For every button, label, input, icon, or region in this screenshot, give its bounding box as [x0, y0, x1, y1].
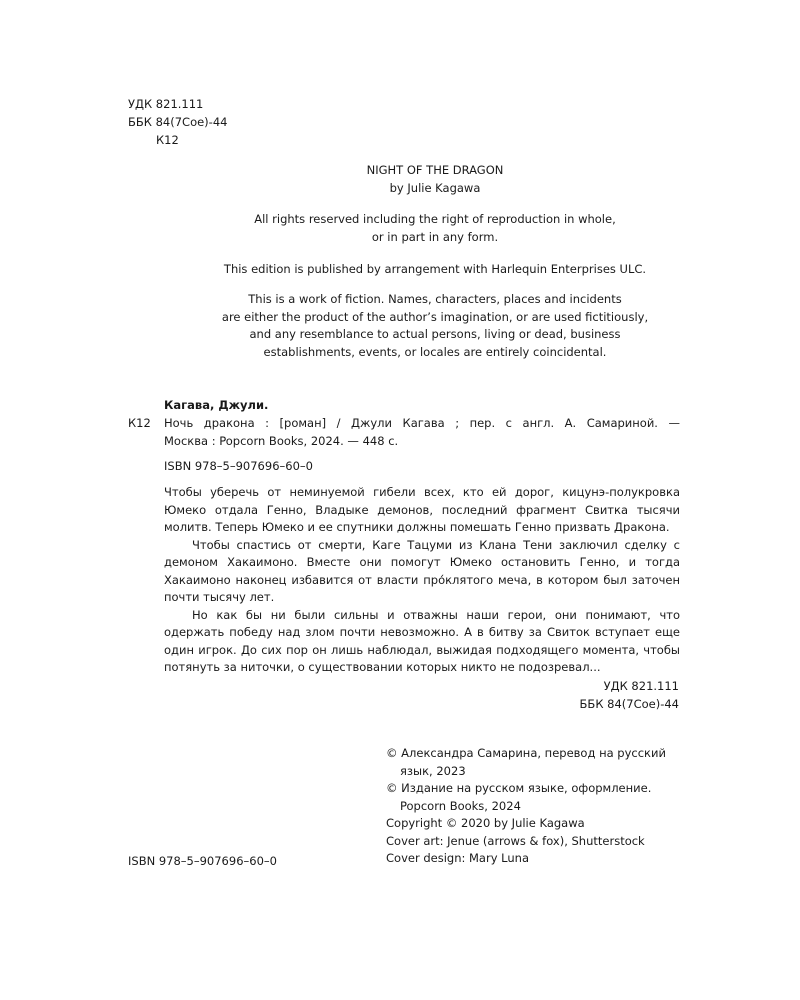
- original-title-block: [200, 162, 670, 197]
- bib-author-heading: Кагава, Джули.: [164, 398, 269, 412]
- bib-author-mark: К12: [128, 416, 151, 430]
- bib-description-line-1: Ночь дракона : [роман] / Джули Кагава ; пер. с англ. А. Самариной. —: [164, 416, 680, 430]
- fiction-line-1: This is a work of fiction. Names, characters, places and incidents: [248, 292, 622, 306]
- edition-credit: © Издание на русском языке, оформление.: [386, 781, 652, 795]
- cover-art-credit: Cover art: Jenue (arrows & fox), Shutterstock: [386, 833, 645, 848]
- bib-description: [164, 415, 680, 450]
- translation-credit: © Александра Самарина, перевод на русский: [386, 746, 666, 760]
- rights-line-2: or in part in any form.: [371, 229, 499, 244]
- annotation-paragraph-1: Чтобы уберечь от неминуемой гибели всех, кто ей дорог, кицунэ-полукровка Юмеко отдала Генно, Владыке демонов, последний фрагмент Свитка тысячи молитв. Теперь Юмеко и ее спутники должны помешать Генно призвать Дракона.: [164, 485, 680, 534]
- udk-code-right: УДК 821.111: [603, 679, 679, 693]
- cover-design-credit: Cover design: Mary Luna: [386, 851, 529, 865]
- fiction-notice: [200, 291, 670, 361]
- credits-block: [386, 745, 706, 868]
- edition-credit-cont: Popcorn Books, 2024: [400, 798, 521, 813]
- rights-notice: [200, 211, 670, 246]
- fiction-line-2: are either the product of the author’s imagination, or are used fictitiously,: [221, 309, 649, 324]
- annotation-paragraph-2: Чтобы спастись от смерти, Каге Тацуми из Клана Тени заключил сделку с демоном Хакаимоно. Вместе они помогут Юмеко остановить Генно, и тогда Хакаимоно наконец избавится от власти про́клятого меча, в котором был заточен почти тысячу лет.: [164, 537, 680, 604]
- original-title: NIGHT OF THE DRAGON: [366, 163, 504, 177]
- author-mark: К12: [156, 133, 179, 147]
- udk-code: УДК 821.111: [128, 97, 204, 111]
- isbn-bottom: ISBN 978–5–907696–60–0: [128, 854, 277, 868]
- bbk-code-right: ББК 84(7Сое)-44: [579, 697, 679, 711]
- original-byline: by Julie Kagawa: [389, 180, 481, 195]
- edition-line: This edition is published by arrangement with Harlequin Enterprises ULC.: [223, 262, 647, 276]
- copyright-credit: Copyright © 2020 by Julie Kagawa: [386, 816, 585, 830]
- annotation: [164, 484, 680, 677]
- rights-line-1: All rights reserved including the right of reproduction in whole,: [254, 212, 616, 226]
- annotation-paragraph-3: Но как бы ни были сильны и отважны наши герои, они понимают, что одержать победу над злом почти невозможно. А в битву за Свиток вступает еще один игрок. До сих пор он лишь наблюдал, выжидая подходящего момента, чтобы потянуть за ниточки, о существовании которых никто не подозревал...: [164, 607, 680, 674]
- bib-isbn: ISBN 978–5–907696–60–0: [164, 459, 313, 473]
- edition-notice: [200, 261, 670, 279]
- bbk-code: ББК 84(7Сое)-44: [128, 115, 228, 129]
- bib-description-line-2: Москва : Popcorn Books, 2024. — 448 с.: [164, 433, 399, 448]
- fiction-line-4: establishments, events, or locales are entirely coincidental.: [263, 344, 607, 359]
- fiction-line-3: and any resemblance to actual persons, living or dead, business: [249, 327, 621, 341]
- translation-credit-cont: язык, 2023: [400, 763, 466, 778]
